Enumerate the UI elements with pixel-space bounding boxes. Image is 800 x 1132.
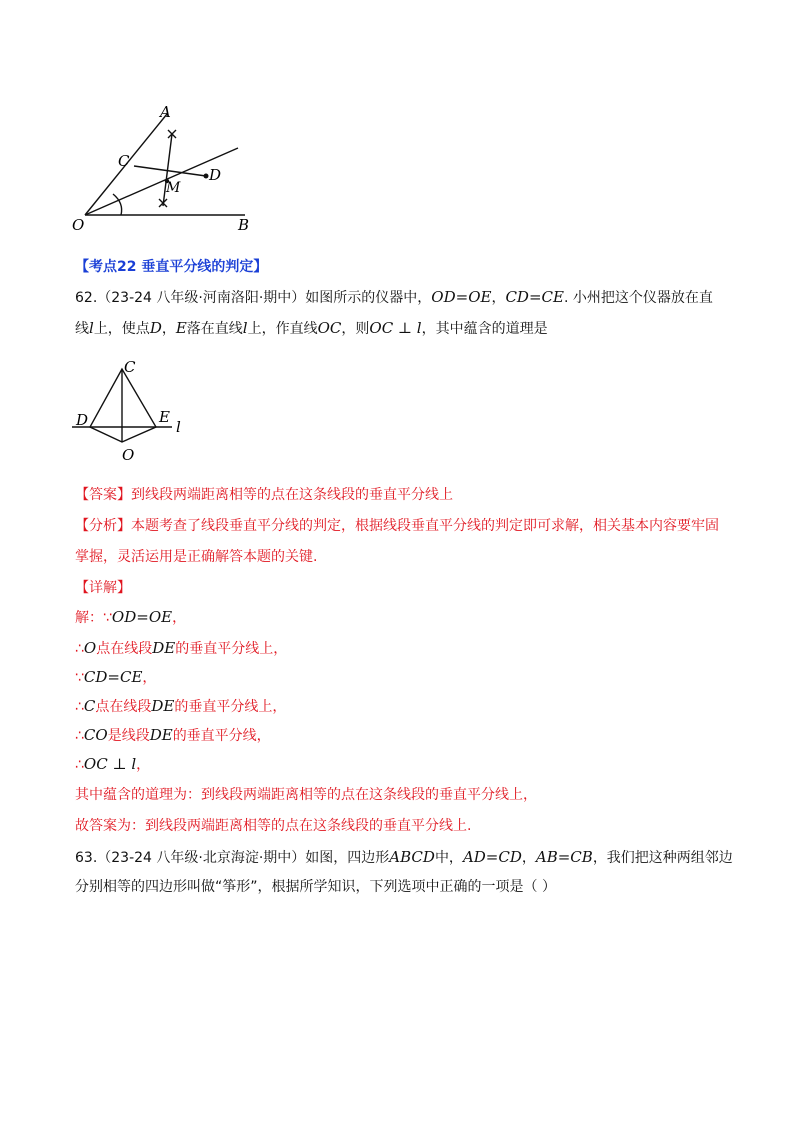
kite-outline <box>90 369 156 442</box>
q63-text: 中， <box>434 850 463 866</box>
solution-step-2 <box>75 638 287 659</box>
figure-kite-instrument <box>68 350 198 468</box>
q63-line-2: 分别相等的四边形叫做“筝形”，根据所学知识，下列选项中正确的一项是（ ） <box>75 879 556 895</box>
q62-text: 落在直线 <box>186 321 243 337</box>
point-D <box>204 174 209 179</box>
math-DE: DE <box>152 639 176 657</box>
label-O: O <box>72 216 85 234</box>
solution-final-answer: 故答案为：到线段两端距离相等的点在这条线段的垂直平分线上. <box>75 818 472 834</box>
q62-text: ，则 <box>341 321 370 337</box>
solution-text: 点在线段 <box>95 699 152 715</box>
solution-text: 的垂直平分线上， <box>175 641 288 657</box>
label-D: D <box>209 166 222 184</box>
label-E: E <box>159 408 170 426</box>
math-OD-OE: OD=OE <box>111 608 173 626</box>
math-OC: OC <box>317 319 342 337</box>
solution-step-1 <box>75 607 186 628</box>
label-l: l <box>176 418 181 436</box>
label-D: D <box>76 411 89 429</box>
solution-text: 解：∵ <box>75 610 112 626</box>
solution-text: ， <box>172 610 187 626</box>
figure-angle-construction <box>68 100 268 240</box>
solution-text: ∴ <box>75 641 84 657</box>
math-OC-perp-l: OC ⊥ l <box>369 319 422 337</box>
math-ABCD: ABCD <box>389 848 435 866</box>
q62-line-1 <box>75 287 713 308</box>
label-C: C <box>124 358 136 376</box>
label-B: B <box>238 216 250 234</box>
q62-text: 线 <box>75 321 89 337</box>
section-heading: 【考点22 垂直平分线的判定】 <box>75 259 268 275</box>
solution-text: ， <box>142 670 157 686</box>
math-OD-OE: OD=OE <box>431 288 492 306</box>
q63-text: 63.（23-24 八年级·北京海淀·期中）如图，四边形 <box>75 850 390 866</box>
math-DE: DE <box>151 697 175 715</box>
q62-text: ， <box>491 290 506 306</box>
solution-text: ， <box>136 757 151 773</box>
detail-heading: 【详解】 <box>75 580 131 596</box>
math-OC-perp-l: OC ⊥ l <box>83 755 137 773</box>
q62-text: 62.（23-24 八年级·河南洛阳·期中）如图所示的仪器中， <box>75 290 432 306</box>
math-CD-CE: CD=CE <box>505 288 564 306</box>
math-D: D <box>149 319 162 337</box>
solution-text: ∴ <box>75 699 84 715</box>
q62-text: 上，使点 <box>93 321 150 337</box>
solution-text: 的垂直平分线上， <box>174 699 287 715</box>
q62-text: 上，作直线 <box>247 321 318 337</box>
q62-line-2 <box>75 318 548 339</box>
math-E: E <box>175 319 187 337</box>
math-AD-CD: AD=CD <box>462 848 522 866</box>
math-O: O <box>83 639 97 657</box>
solution-principle: 其中蕴含的道理为：到线段两端距离相等的点在这条线段的垂直平分线上， <box>75 787 537 803</box>
label-O: O <box>122 446 135 464</box>
math-l: l <box>242 319 248 337</box>
arc-mark <box>113 194 122 215</box>
math-AB-CB: AB=CB <box>535 848 593 866</box>
label-C: C <box>118 152 130 170</box>
math-l: l <box>89 319 94 337</box>
analysis-line-2: 掌握，灵活运用是正确解答本题的关键. <box>75 549 318 565</box>
label-M: M <box>166 180 181 196</box>
solution-step-5 <box>75 725 271 746</box>
q63-text: ， <box>521 850 536 866</box>
q63-text: ，我们把这种两组邻边 <box>592 850 733 866</box>
solution-text: 的垂直平分线， <box>172 728 271 744</box>
solution-step-6 <box>75 754 150 775</box>
math-C: C <box>83 697 96 715</box>
label-A: A <box>160 103 171 121</box>
q62-text: ， <box>161 321 176 337</box>
math-CO: CO <box>83 726 108 744</box>
math-CD-CE: CD=CE <box>83 668 143 686</box>
solution-step-3 <box>75 667 156 688</box>
solution-text: ∴ <box>75 757 84 773</box>
solution-text: ∴ <box>75 728 84 744</box>
q62-text: ，其中蕴含的道理是 <box>421 321 548 337</box>
solution-text: ∵ <box>75 670 84 686</box>
solution-text: 是线段 <box>107 728 150 744</box>
analysis-line-1: 【分析】本题考查了线段垂直平分线的判定，根据线段垂直平分线的判定即可求解，相关基本内容要牢固 <box>75 518 719 534</box>
solution-text: 点在线段 <box>96 641 153 657</box>
answer-line: 【答案】到线段两端距离相等的点在这条线段的垂直平分线上 <box>75 487 453 503</box>
math-DE: DE <box>149 726 173 744</box>
q63-line-1 <box>75 847 733 868</box>
solution-step-4 <box>75 696 286 717</box>
q62-text: . 小州把这个仪器放在直 <box>563 290 713 306</box>
